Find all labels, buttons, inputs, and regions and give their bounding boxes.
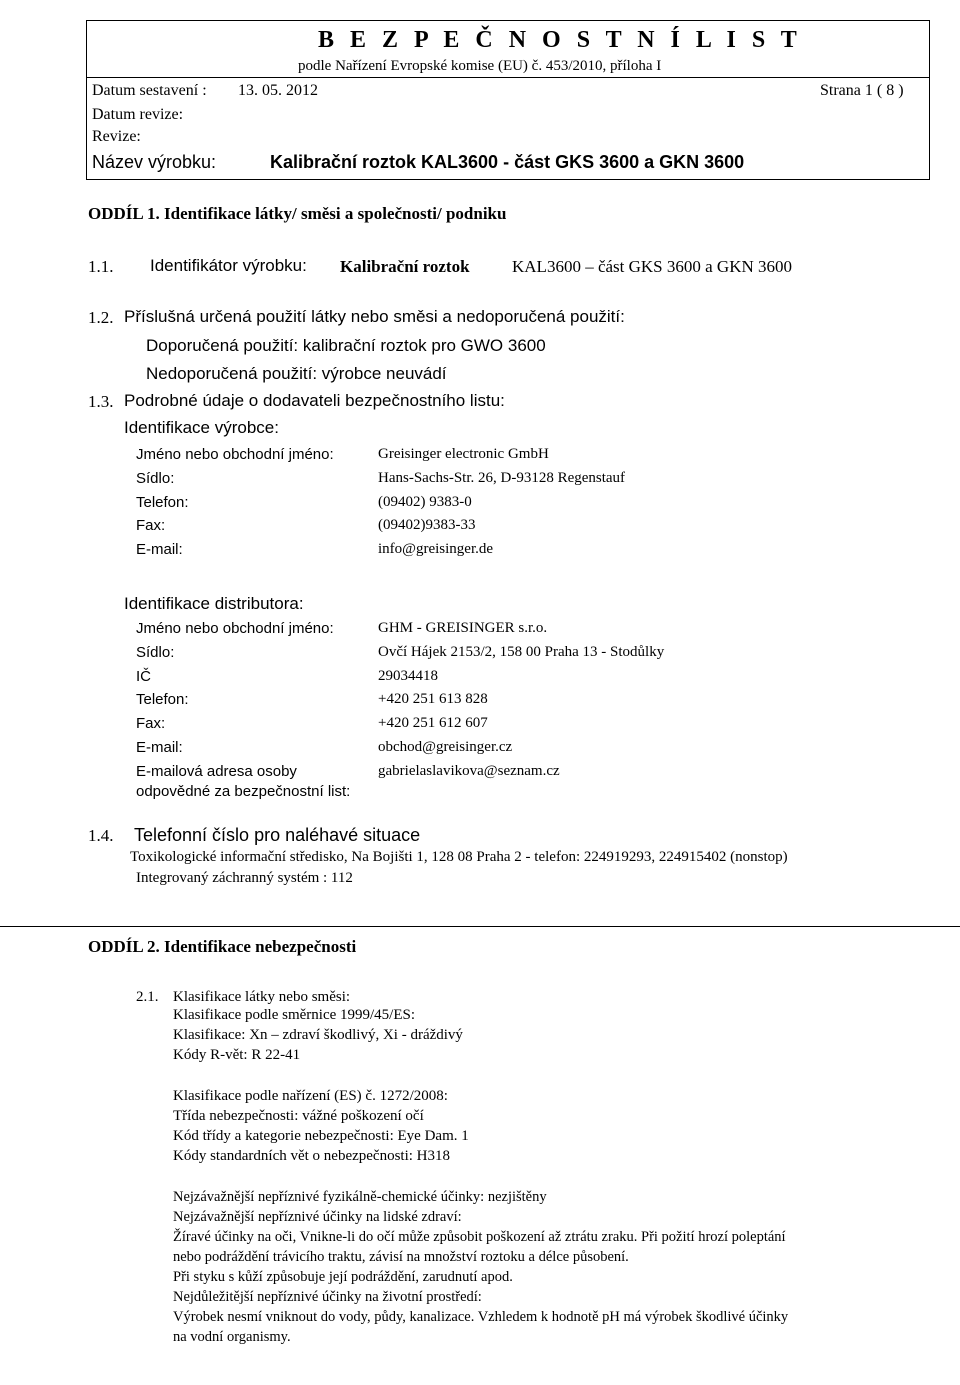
distributor-id-value: 29034418 [378, 668, 438, 684]
s12-number: 1.2. [88, 308, 114, 327]
distributor-name-label: Jméno nebo obchodní jméno: [136, 620, 334, 637]
manufacturer-email-value: info@greisinger.de [378, 541, 494, 557]
distributor-name-value: GHM - GREISINGER s.r.o. [378, 620, 548, 636]
responsible-email-label-line2: odpovědné za bezpečnostní list: [136, 783, 351, 800]
revision-date-label: Datum revize: [92, 106, 184, 123]
s13-number: 1.3. [88, 392, 114, 411]
s11-label: Identifikátor výrobku: [150, 256, 307, 275]
compiled-date-label: Datum sestavení : [92, 82, 207, 99]
distributor-email-value: obchod@greisinger.cz [378, 739, 513, 755]
hazard-effects-line: Nejzávažnější nepříznivé fyzikálně-chemické účinky: nezjištěny [173, 1189, 547, 1205]
product-name-label: Název výrobku: [92, 152, 217, 172]
regulation-subtitle: podle Nařízení Evropské komise (EU) č. 453/2010, příloha I [298, 58, 662, 74]
manufacturer-heading: Identifikace výrobce: [124, 418, 279, 437]
manufacturer-email-label: E-mail: [136, 541, 183, 558]
s12-title: Příslušná určená použití látky nebo směsi a nedoporučená použití: [124, 307, 625, 326]
hazard-effects-line: Při styku s kůží způsobuje její podráždění, zarudnutí apod. [173, 1269, 513, 1285]
s14-title: Telefonní číslo pro naléhavé situace [134, 825, 421, 845]
revision-label: Revize: [92, 128, 141, 145]
clp-line: Třída nebezpečnosti: vážné poškození očí [173, 1108, 424, 1124]
classification-line: Klasifikace: Xn – zdraví škodlivý, Xi - dráždivý [173, 1027, 463, 1043]
header-divider [86, 77, 930, 78]
product-name-value: Kalibrační roztok KAL3600 - část GKS 3600 a GKN 3600 [270, 152, 745, 172]
hazard-effects-line: Výrobek nesmí vniknout do vody, půdy, kanalizace. Vzhledem k hodnotě pH má výrobek škodlivé účinky [173, 1309, 789, 1325]
hazard-effects-line: Nejdůležitější nepříznivé účinky na životní prostředí: [173, 1289, 482, 1305]
distributor-fax-value: +420 251 612 607 [378, 715, 488, 731]
manufacturer-address-value: Hans-Sachs-Str. 26, D-93128 Regenstauf [378, 470, 626, 486]
classification-line: Klasifikace podle směrnice 1999/45/ES: [173, 1007, 416, 1023]
responsible-email-value: gabrielaslavikova@seznam.cz [378, 763, 560, 779]
manufacturer-name-label: Jméno nebo obchodní jméno: [136, 446, 334, 463]
manufacturer-name-value: Greisinger electronic GmbH [378, 446, 549, 462]
hazard-effects-line: Žíravé účinky na oči, Vnikne-li do očí může způsobit poškození až ztrátu zraku. Při požití hrozí poleptání [173, 1229, 786, 1245]
s13-title: Podrobné údaje o dodavateli bezpečnostního listu: [124, 391, 505, 410]
rescue-system-line: Integrovaný záchranný systém : 112 [136, 870, 353, 886]
section2-heading: ODDÍL 2. Identifikace nebezpečnosti [88, 937, 357, 956]
distributor-address-value: Ovčí Hájek 2153/2, 158 00 Praha 13 - Stodůlky [378, 644, 665, 660]
distributor-id-label: IČ [136, 668, 151, 685]
s11-value-suffix: KAL3600 – část GKS 3600 a GKN 3600 [512, 257, 793, 276]
section1-heading: ODDÍL 1. Identifikace látky/ směsi a společnosti/ podniku [88, 204, 507, 223]
distributor-phone-label: Telefon: [136, 691, 189, 708]
distributor-fax-label: Fax: [136, 715, 166, 732]
distributor-email-label: E-mail: [136, 739, 183, 756]
manufacturer-phone-value: (09402) 9383-0 [378, 494, 472, 510]
clp-line: Kódy standardních vět o nebezpečnosti: H318 [173, 1148, 451, 1164]
s21-number: 2.1. [136, 989, 159, 1005]
s11-number: 1.1. [88, 257, 114, 276]
s12-recommended-use: Doporučená použití: kalibrační roztok pro GWO 3600 [146, 336, 546, 355]
manufacturer-address-label: Sídlo: [136, 470, 175, 487]
compiled-date-value: 13. 05. 2012 [238, 82, 318, 99]
distributor-phone-value: +420 251 613 828 [378, 691, 488, 707]
hazard-effects-line: na vodní organismy. [173, 1329, 291, 1345]
responsible-email-label: E-mailová adresa osoby [136, 763, 297, 780]
s11-value: Kalibrační roztok [340, 257, 470, 276]
document-title: B E Z P E Č N O S T N Í L I S T [318, 27, 802, 53]
s12-not-recommended-use: Nedoporučená použití: výrobce neuvádí [146, 364, 447, 383]
manufacturer-fax-value: (09402)9383-33 [378, 517, 476, 533]
clp-line: Klasifikace podle nařízení (ES) č. 1272/2008: [173, 1088, 448, 1104]
manufacturer-phone-label: Telefon: [136, 494, 189, 511]
manufacturer-fax-label: Fax: [136, 517, 166, 534]
section-separator [0, 926, 960, 927]
hazard-effects-line: Nejzávažnější nepříznivé účinky na lidské zdraví: [173, 1209, 462, 1225]
hazard-effects-line: nebo podráždění trávicího traktu, závisí na množství roztoku a délce působení. [173, 1249, 629, 1265]
distributor-address-label: Sídlo: [136, 644, 175, 661]
s14-number: 1.4. [88, 826, 114, 845]
s21-title: Klasifikace látky nebo směsi: [173, 989, 351, 1005]
page-number: Strana 1 ( 8 ) [820, 82, 904, 99]
toxicology-center-line: Toxikologické informační středisko, Na Bojišti 1, 128 08 Praha 2 - telefon: 224919293, 224915402 (nonstop) [130, 849, 788, 865]
clp-line: Kód třídy a kategorie nebezpečnosti: Eye Dam. 1 [173, 1128, 469, 1144]
classification-line: Kódy R-vět: R 22-41 [173, 1047, 301, 1063]
distributor-heading: Identifikace distributora: [124, 594, 304, 613]
